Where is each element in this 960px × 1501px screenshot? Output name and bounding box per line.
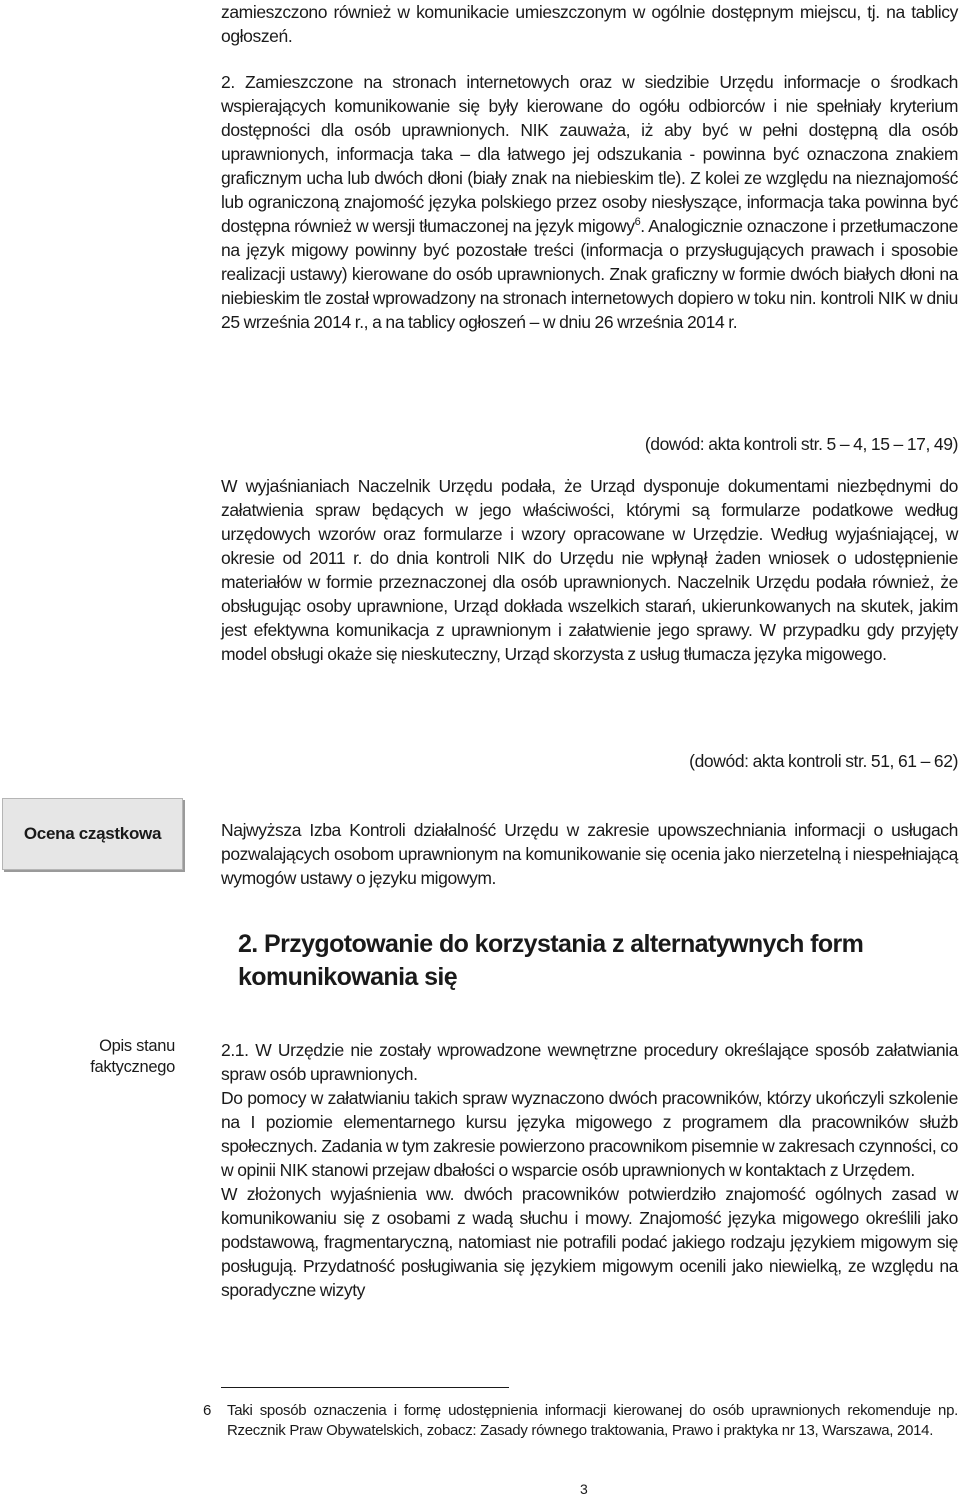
- footnote-separator: [221, 1387, 509, 1388]
- point-2-text-continued: . Analogicznie oznaczone i przetłumaczone na język migowy powinny być pozostałe treści (informacja o przysługujących prawach i sposobie realizacji ustawy) kierowane do osób uprawnionych. Znak graficzny w formie dwóch białych dłoni na niebieskim tle został wprowadzony na stronach internetowych dopiero w toku nin. kontroli NIK w dniu 25 września 2014 r., a na tablicy ogłoszeń – w dniu 26 września 2014 r.: [221, 216, 958, 332]
- top-text: zamieszczono również w komunikacie umieszczonym w ogólnie dostępnym miejscu, tj. na tablicy ogłoszeń.: [221, 2, 958, 46]
- explanations-paragraph: W wyjaśnianiach Naczelnik Urzędu podała, że Urząd dysponuje dokumentami niezbędnymi do załatwienia spraw będących w jego właściwości, którymi są formularze podatkowe według urzędowych wzorów oraz formularze i wzory opracowane w Urzędzie. Według wyjaśniającej, w okresie od 2011 r. do dnia kontroli NIK do Urzędu nie wpłynął żaden wniosek o udostępnienie materiałów w formie przeznaczonej dla osób uprawnionych. Naczelnik Urzędu podała również, że obsługując osoby uprawnione, Urząd dokłada wszelkich starań, ukierunkowanych na skutek, jakim jest efektywna komunikacja z uprawnionym i załatwienie jego sprawy. W przypadku gdy przyjęty model obsługi okaże się nieskuteczny, Urząd skorzysta z usług tłumacza języka migowego.: [221, 476, 958, 664]
- facts-paragraph-3: W złożonych wyjaśnienia ww. dwóch pracowników potwierdziło znajomość ogólnych zasad w komunikowaniu się z osobami z wadą słuchu i mowy. Znajomość języka migowego określili jako podstawową, fragmentaryczną, natomiast nie potrafili podać jakiego rodzaju językiem migowym się posługują. Przydatność posługiwania się językiem migowym ocenili jako niewielką, ze względu na sporadyczne wizyty: [221, 1184, 958, 1300]
- facts-section: [221, 1038, 958, 1302]
- assessment-label: Ocena cząstkowa: [23, 824, 162, 843]
- section-heading: 2. Przygotowanie do korzystania z alternatywnych form komunikowania się: [238, 930, 864, 991]
- point-2-text: 2. Zamieszczone na stronach internetowych oraz w siedzibie Urzędu informacje o środkach wspierających komunikowanie się były kierowane do ogółu odbiorców i nie spełniały kryterium dostępności dla osób uprawnionych. NIK zauważa, iż aby być w pełni dostępną dla osób uprawnionych, informacja taka – dla łatwego jej odszukania - powinna być oznaczona znakiem graficznym ucha lub dwóch dłoni (biały znak na niebieskim tle). Z kolei ze względu na nieznajomość lub ograniczoną znajomość języka polskiego przez osoby niesłyszące, informacja taka powinna być dostępna również w wersji tłumaczonej na język migowy: [221, 72, 958, 236]
- assessment-label-box: [2, 798, 183, 870]
- top-paragraph: [221, 0, 958, 48]
- footnote-number: 6: [203, 1402, 212, 1419]
- page-number: 3: [580, 1481, 588, 1497]
- assessment-paragraph: Najwyższa Izba Kontroli działalność Urzędu w zakresie upowszechniania informacji o usługach pozwalających osobom uprawnionym na komunikowanie się ocenia jako nierzetelną i niespełniającą wymogów ustawy o języku migowym.: [221, 820, 958, 888]
- footnote-ref[interactable]: 6: [634, 216, 641, 229]
- evidence-2: (dowód: akta kontroli str. 51, 61 – 62): [689, 751, 958, 771]
- facts-label: Opis stanu faktycznego: [90, 1037, 175, 1076]
- footnote-text: Taki sposób oznaczenia i formę udostępnienia informacji kierowanej do osób uprawnionych rekomenduje np. Rzecznik Praw Obywatelskich, zobacz: Zasady równego traktowania, Prawo i praktyka nr 13, Warszawa, 2014.: [227, 1402, 958, 1439]
- facts-paragraph-1: 2.1. W Urzędzie nie zostały wprowadzone wewnętrzne procedury określające sposób załatwiania spraw osób uprawnionych.: [221, 1040, 958, 1084]
- footnote: [203, 1401, 958, 1441]
- facts-paragraph-2: Do pomocy w załatwianiu takich spraw wyznaczono dwóch pracowników, którzy ukończyli szkolenie na I poziomie elementarnego kursu języka migowego z programem dla pracowników służb społecznych. Zadania w tym zakresie powierzono pracownikom pisemnie w zakresach czynności, co w opinii NIK stanowi przejaw dbałości o wsparcie osób uprawnionych w kontaktach z Urzędem.: [221, 1088, 958, 1180]
- evidence-1: (dowód: akta kontroli str. 5 – 4, 15 – 17, 49): [644, 434, 958, 454]
- point-2-paragraph: [221, 70, 958, 334]
